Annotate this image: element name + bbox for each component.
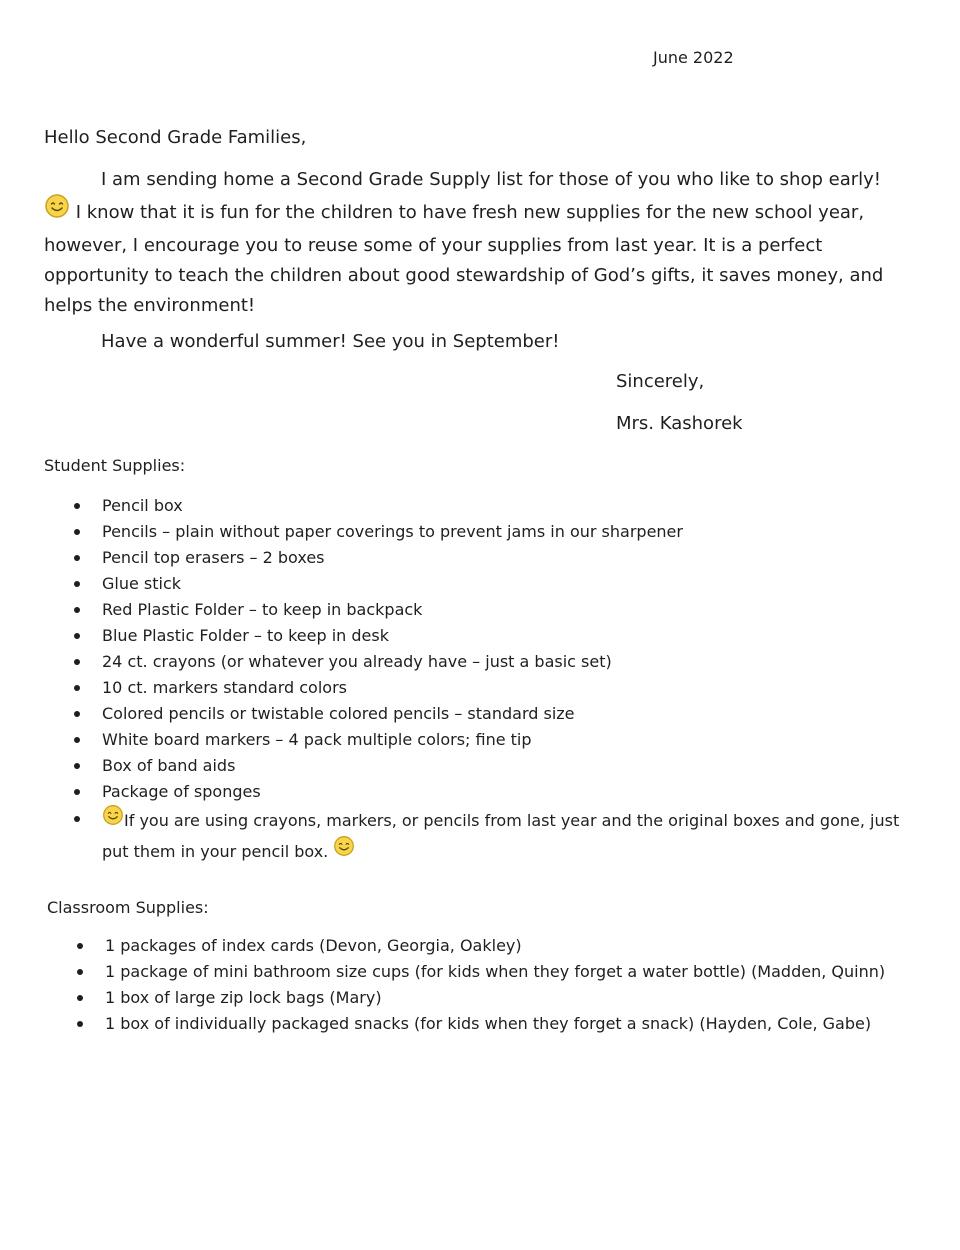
list-item bbox=[47, 959, 917, 985]
list-item bbox=[44, 675, 914, 701]
list-item bbox=[44, 701, 914, 727]
bullet-icon bbox=[77, 969, 83, 975]
list-item-text: 24 ct. crayons (or whatever you already have – just a basic set) bbox=[102, 652, 612, 671]
bullet-icon bbox=[74, 503, 80, 509]
bullet-icon bbox=[74, 789, 80, 795]
bullet-icon bbox=[74, 529, 80, 535]
bullet-icon bbox=[74, 816, 80, 822]
list-item-text: Blue Plastic Folder – to keep in desk bbox=[102, 626, 389, 645]
intro-paragraph bbox=[44, 165, 904, 321]
summer-paragraph bbox=[44, 327, 904, 357]
bullet-icon bbox=[74, 737, 80, 743]
list-item bbox=[44, 753, 914, 779]
bullet-icon bbox=[74, 659, 80, 665]
list-item bbox=[44, 519, 914, 545]
list-item-text: 1 package of mini bathroom size cups (for kids when they forget a water bottle) (Madden, Quinn) bbox=[105, 962, 886, 981]
list-item bbox=[44, 623, 914, 649]
list-item bbox=[44, 779, 914, 805]
classroom-supplies-title: Classroom Supplies: bbox=[47, 898, 209, 917]
list-item bbox=[44, 571, 914, 597]
intro-paragraph-part1: I am sending home a Second Grade Supply list for those of you who like to shop early! bbox=[101, 169, 881, 190]
smiley-face-icon bbox=[44, 193, 70, 229]
summer-paragraph-text: Have a wonderful summer! See you in September! bbox=[101, 331, 560, 352]
list-item-text: 1 box of individually packaged snacks (for kids when they forget a snack) (Hayden, Cole, Gabe) bbox=[105, 1014, 872, 1033]
list-item bbox=[47, 985, 917, 1011]
list-item-text: Box of band aids bbox=[102, 756, 236, 775]
list-item bbox=[47, 933, 917, 959]
bullet-icon bbox=[74, 763, 80, 769]
bullet-icon bbox=[74, 555, 80, 561]
bullet-icon bbox=[77, 995, 83, 1001]
bullet-icon bbox=[74, 581, 80, 587]
list-item-text: Pencil top erasers – 2 boxes bbox=[102, 548, 325, 567]
letter-signature: Mrs. Kashorek bbox=[616, 413, 743, 434]
list-item-text: Pencil box bbox=[102, 496, 183, 515]
list-item bbox=[44, 649, 914, 675]
bullet-icon bbox=[74, 685, 80, 691]
list-item-text: Glue stick bbox=[102, 574, 182, 593]
bullet-icon bbox=[74, 607, 80, 613]
list-item bbox=[44, 545, 914, 571]
list-item bbox=[44, 727, 914, 753]
list-item bbox=[44, 806, 914, 868]
smiley-face-icon bbox=[102, 804, 124, 835]
bullet-icon bbox=[77, 1021, 83, 1027]
smiley-face-icon bbox=[333, 835, 355, 866]
list-item-text: Pencils – plain without paper coverings to prevent jams in our sharpener bbox=[102, 522, 683, 541]
student-supplies-list bbox=[44, 493, 914, 868]
list-item-text: Red Plastic Folder – to keep in backpack bbox=[102, 600, 423, 619]
list-item bbox=[44, 493, 914, 519]
list-item-text: Colored pencils or twistable colored pencils – standard size bbox=[102, 704, 575, 723]
list-item-text: If you are using crayons, markers, or pencils from last year and the original boxes and gone, just put them in your pencil box. bbox=[102, 811, 900, 861]
list-item bbox=[47, 1011, 917, 1037]
list-item-text: 1 packages of index cards (Devon, Georgia, Oakley) bbox=[105, 936, 522, 955]
letter-closing: Sincerely, bbox=[616, 371, 705, 392]
list-item-text: Package of sponges bbox=[102, 782, 261, 801]
letter-date: June 2022 bbox=[653, 48, 734, 67]
student-supplies-title: Student Supplies: bbox=[44, 456, 186, 475]
bullet-icon bbox=[77, 943, 83, 949]
bullet-icon bbox=[74, 711, 80, 717]
bullet-icon bbox=[74, 633, 80, 639]
list-item-text: White board markers – 4 pack multiple colors; fine tip bbox=[102, 730, 532, 749]
intro-paragraph-part2: I know that it is fun for the children to have fresh new supplies for the new school year, however, I encourage you to reuse some of your supplies from last year. It is a perfect opportunity to teach the children about good stewardship of God’s gifts, it saves money, and helps the environment! bbox=[44, 202, 884, 316]
letter-greeting: Hello Second Grade Families, bbox=[44, 127, 307, 148]
list-item-text: 10 ct. markers standard colors bbox=[102, 678, 347, 697]
classroom-supplies-list bbox=[47, 933, 917, 1037]
list-item-text: 1 box of large zip lock bags (Mary) bbox=[105, 988, 382, 1007]
list-item bbox=[44, 597, 914, 623]
